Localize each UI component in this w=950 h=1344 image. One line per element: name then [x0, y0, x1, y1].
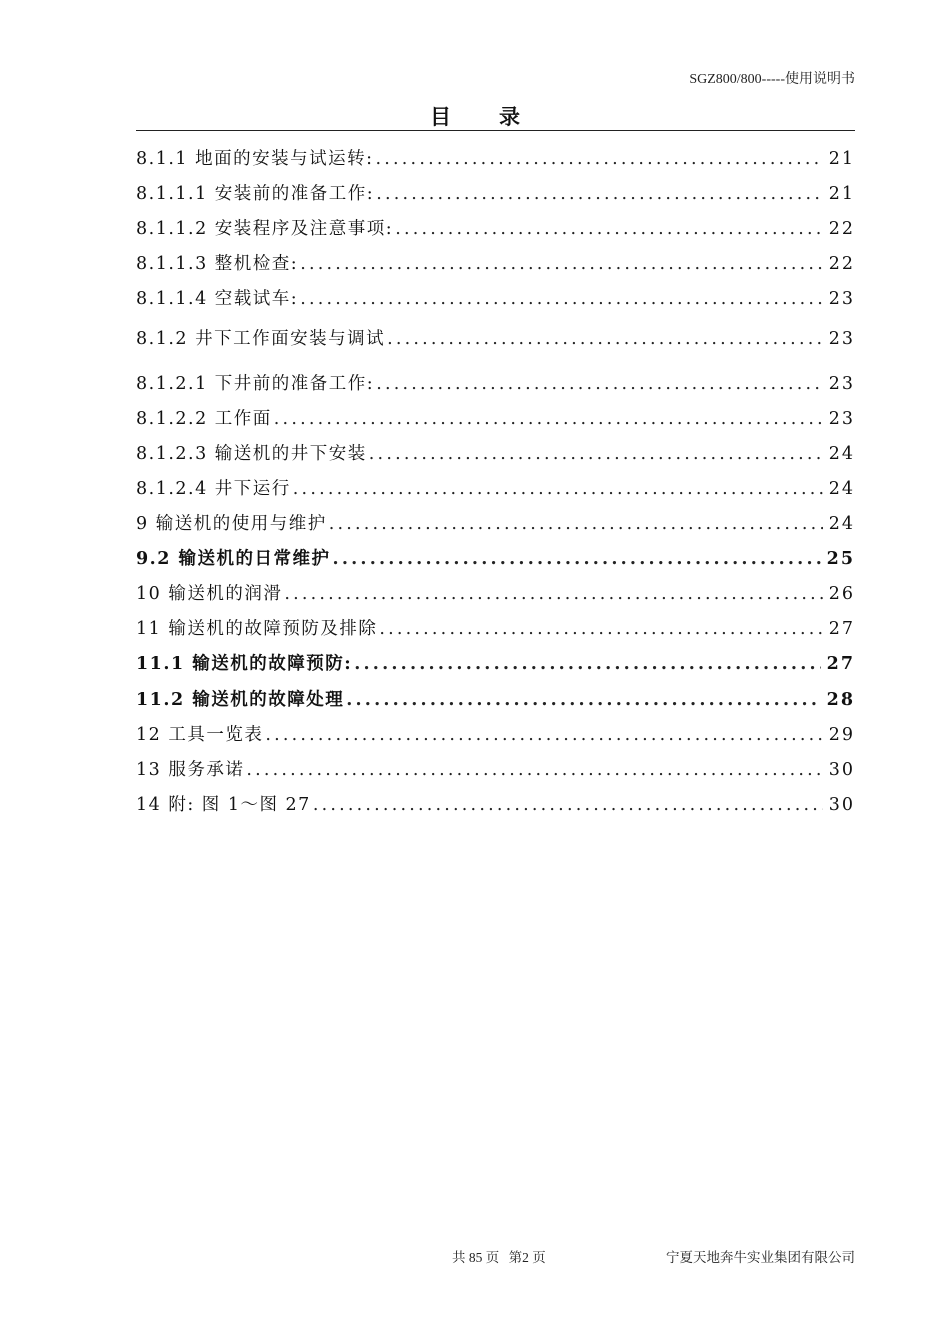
toc-leader-dots	[379, 617, 822, 641]
toc-entry[interactable]	[136, 646, 855, 676]
toc-entry-page: 29	[828, 725, 855, 745]
toc-entry-label: 8.1.1.3 整机检查:	[136, 254, 299, 274]
toc-entry-label: 8.1.1 地面的安装与试运转:	[136, 149, 374, 169]
toc-entry-page: 25	[826, 549, 855, 569]
toc-entry-label: 8.1.1.4 空载试车:	[136, 289, 299, 309]
toc-entry-page: 23	[828, 289, 855, 309]
toc-title: 目录	[430, 104, 568, 129]
toc-entry-page: 23	[828, 409, 855, 429]
toc-entry[interactable]	[136, 211, 855, 241]
toc-entry-page: 21	[828, 149, 855, 169]
toc-leader-dots	[376, 182, 823, 206]
toc-entry-label: 11 输送机的故障预防及排除	[136, 619, 378, 639]
toc-entry-label: 11.2 输送机的故障处理	[136, 690, 345, 710]
toc-entry-page: 24	[828, 444, 855, 464]
toc-entry[interactable]	[136, 471, 855, 501]
toc-leader-dots	[284, 582, 822, 606]
toc-leader-dots	[395, 217, 823, 241]
toc-leader-dots	[329, 512, 823, 536]
toc-entry-page: 27	[826, 654, 855, 674]
toc-leader-dots	[333, 547, 821, 571]
current-page: 第2 页	[508, 1250, 546, 1265]
toc-leader-dots	[300, 287, 823, 311]
page-counter	[452, 1246, 552, 1266]
toc-entry-label: 13 服务承诺	[136, 760, 245, 780]
toc-leader-dots	[265, 723, 822, 747]
toc-entry[interactable]	[136, 366, 855, 396]
toc-entry-page: 24	[828, 479, 855, 499]
toc-entry-page: 26	[828, 584, 855, 604]
toc-leader-dots	[300, 252, 823, 276]
toc-entry[interactable]	[136, 717, 855, 747]
toc-entry-page: 22	[828, 219, 855, 239]
title-underline	[136, 130, 855, 131]
toc-entry[interactable]	[136, 436, 855, 466]
toc-entry-label: 8.1.2.1 下井前的准备工作:	[136, 374, 375, 394]
toc-entry[interactable]	[136, 576, 855, 606]
toc-entry-label: 11.1 输送机的故障预防:	[136, 654, 353, 674]
toc-entry[interactable]	[136, 321, 855, 351]
toc-entry-page: 22	[828, 254, 855, 274]
total-pages: 共 85 页	[452, 1250, 500, 1265]
toc-entry-label: 8.1.1.2 安装程序及注意事项:	[136, 219, 394, 239]
toc-leader-dots	[369, 442, 823, 466]
toc-leader-dots	[387, 327, 823, 351]
toc-entry-label: 8.1.2.4 井下运行	[136, 479, 291, 499]
toc-leader-dots	[313, 793, 823, 817]
toc-leader-dots	[274, 407, 823, 431]
toc-leader-dots	[293, 477, 823, 501]
company-name: 宁夏天地奔牛实业集团有限公司	[666, 1250, 855, 1266]
toc-entry-label: 8.1.1.1 安装前的准备工作:	[136, 184, 375, 204]
toc-entry[interactable]	[136, 401, 855, 431]
toc-entry-page: 27	[828, 619, 855, 639]
toc-entry-label: 8.1.2.2 工作面	[136, 409, 272, 429]
toc-entry[interactable]	[136, 611, 855, 641]
toc-entry[interactable]	[136, 246, 855, 276]
toc-entry-page: 24	[828, 514, 855, 534]
toc-entry-page: 23	[828, 329, 855, 349]
toc-entry-page: 30	[828, 760, 855, 780]
toc-entry-page: 30	[828, 795, 855, 815]
toc-entry-page: 23	[828, 374, 855, 394]
toc-entry[interactable]	[136, 682, 855, 712]
toc-entry-label: 8.1.2.3 输送机的井下安装	[136, 444, 367, 464]
toc-entry[interactable]	[136, 176, 855, 206]
toc-entry[interactable]	[136, 541, 855, 571]
toc-entry-label: 8.1.2 井下工作面安装与调试	[136, 329, 386, 349]
toc-leader-dots	[376, 372, 823, 396]
toc-leader-dots	[246, 758, 822, 782]
toc-entry[interactable]	[136, 281, 855, 311]
toc-entry-page: 21	[828, 184, 855, 204]
toc-entry-label: 9 输送机的使用与维护	[136, 514, 327, 534]
toc-entry[interactable]	[136, 752, 855, 782]
toc-entry[interactable]	[136, 787, 855, 817]
toc-entry-label: 12 工具一览表	[136, 725, 264, 745]
toc-entry-label: 10 输送机的润滑	[136, 584, 283, 604]
toc-leader-dots	[346, 688, 820, 712]
toc-entry[interactable]	[136, 506, 855, 536]
toc-entry[interactable]	[136, 141, 855, 171]
toc-leader-dots	[376, 147, 823, 171]
document-header-title: SGZ800/800-----使用说明书	[689, 72, 855, 87]
toc-entry-label: 14 附: 图 1～图 27	[136, 795, 311, 815]
toc-entry-page: 28	[826, 690, 855, 710]
toc-leader-dots	[354, 652, 820, 676]
toc-entry-label: 9.2 输送机的日常维护	[136, 549, 331, 569]
